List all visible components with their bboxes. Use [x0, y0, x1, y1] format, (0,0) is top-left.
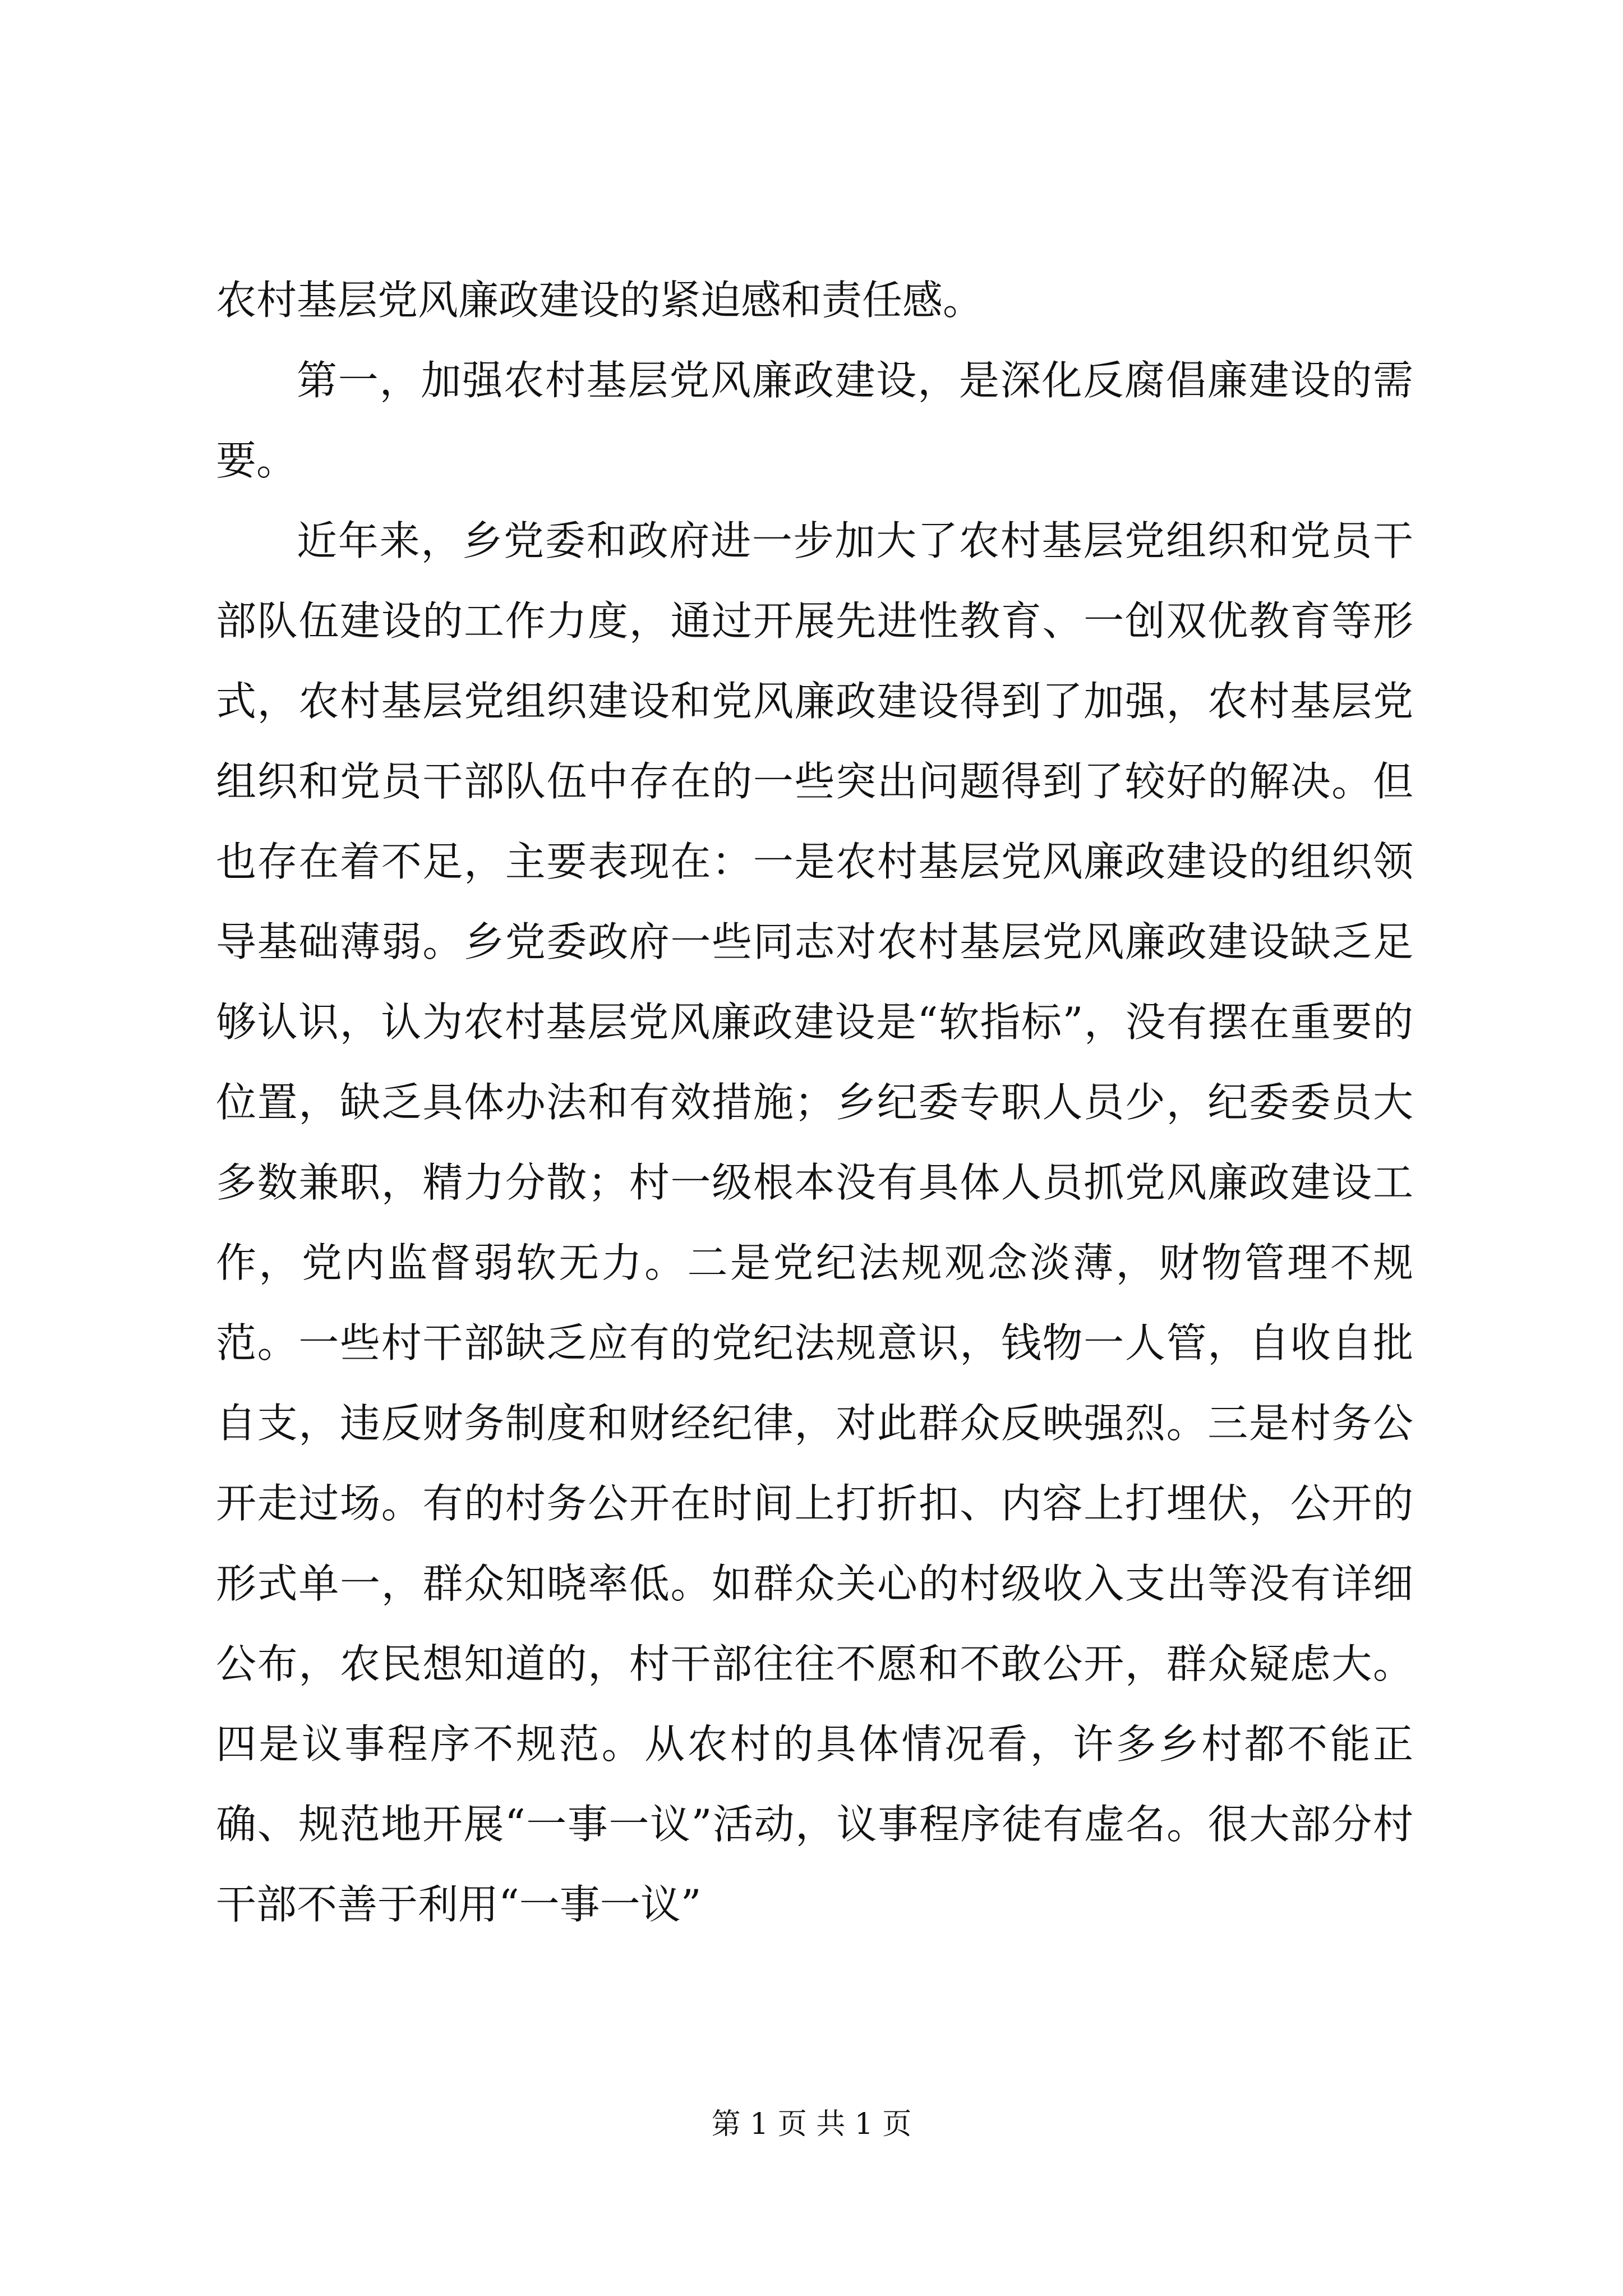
document-body [216, 260, 1413, 1945]
paragraph-first-point: 第一，加强农村基层党风廉政建设，是深化反腐倡廉建设的需要。 [216, 357, 1413, 484]
paragraph-continuation: 农村基层党风廉政建设的紧迫感和责任感。 [216, 277, 984, 324]
paragraph-problems: 近年来，乡党委和政府进一步加大了农村基层党组织和党员干部队伍建设的工作力度，通过开展先进性教育、一创双优教育等形式，农村基层党组织建设和党风廉政建设得到了加强，农村基层党组织和党员干部队伍中存在的一些突出问题得到了较好的解决。但也存在着不足，主要表现在：一是农村基层党风廉政建设的组织领导基础薄弱。乡党委政府一些同志对农村基层党风廉政建设缺乏足够认识，认为农村基层党风廉政建设是“软指标”，没有摆在重要的位置，缺乏具体办法和有效措施；乡纪委专职人员少，纪委委员大多数兼职，精力分散；村一级根本没有具体人员抓党风廉政建设工作，党内监督弱软无力。二是党纪法规观念淡薄，财物管理不规范。一些村干部缺乏应有的党纪法规意识，钱物一人管，自收自批自支，违反财务制度和财经纪律，对此群众反映强烈。三是村务公开走过场。有的村务公开在时间上打折扣、内容上打埋伏，公开的形式单一，群众知晓率低。如群众关心的村级收入支出等没有详细公布，农民想知道的，村干部往往不愿和不敢公开，群众疑虑大。四是议事程序不规范。从农村的具体情况看，许多乡村都不能正确、规范地开展“一事一议”活动，议事程序徒有虚名。很大部分村干部不善于利用“一事一议” [216, 517, 1413, 1928]
page-footer: 第 1 页 共 1 页 [711, 2108, 912, 2141]
